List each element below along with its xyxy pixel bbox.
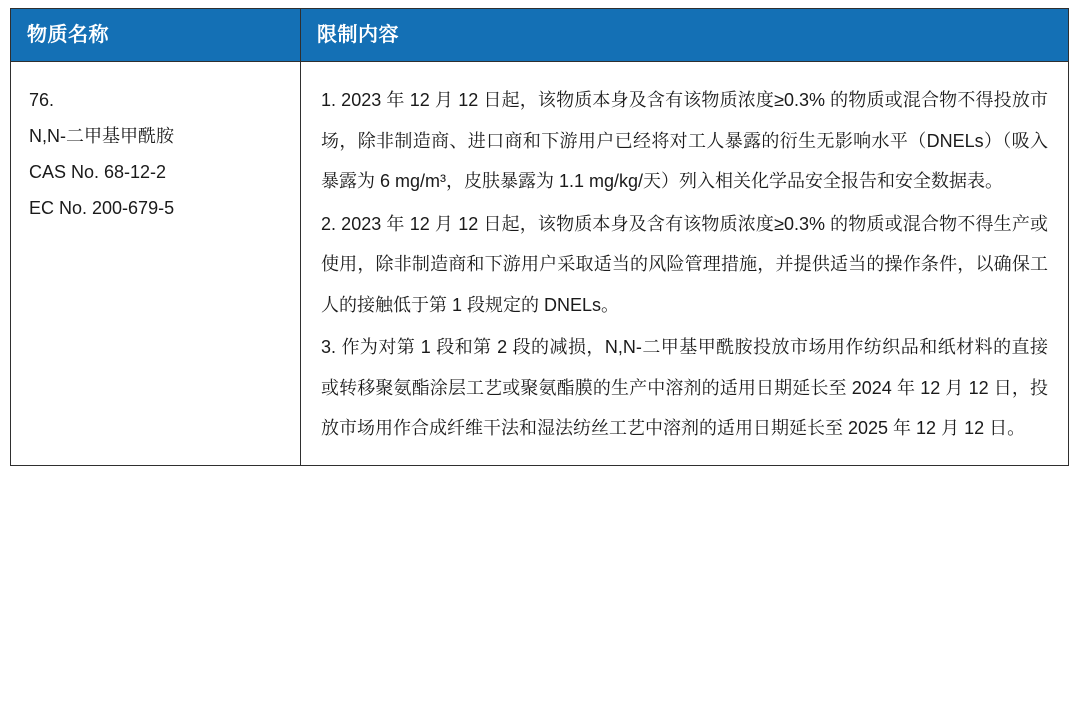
restriction-content-cell	[301, 62, 1069, 466]
table-body	[11, 62, 1069, 466]
restriction-paragraph-3: 3. 作为对第 1 段和第 2 段的减损，N,N-二甲基甲酰胺投放市场用作纺织品和纸材料的直接或转移聚氨酯涂层工艺或聚氨酯膜的生产中溶剂的适用日期延长至 2024 年 12 月 12 日，投放市场用作合成纤维干法和湿法纺丝工艺中溶剂的适用日期延长至 2025 年 12 月 12 日。	[321, 337, 1048, 438]
substance-cas-number: CAS No. 68-12-2	[29, 162, 167, 182]
substance-name-cell	[11, 62, 301, 466]
substance-entry-number: 76.	[29, 90, 55, 110]
substance-chemical-name: N,N-二甲基甲酰胺	[29, 126, 174, 146]
column-header-restriction-content: 限制内容	[301, 9, 1069, 62]
restriction-table	[10, 8, 1069, 466]
restriction-paragraph-1: 1. 2023 年 12 月 12 日起，该物质本身及含有该物质浓度≥0.3% 的物质或混合物不得投放市场，除非制造商、进口商和下游用户已经将对工人暴露的衍生无影响水平（DNELs）（吸入暴露为 6 mg/m³，皮肤暴露为 1.1 mg/kg/天）列入相关化学品安全报告和安全数据表。	[321, 90, 1048, 191]
table-row	[11, 62, 1069, 466]
column-header-substance-name: 物质名称	[11, 9, 301, 62]
substance-ec-number: EC No. 200-679-5	[29, 198, 175, 218]
table-header	[11, 9, 1069, 62]
restriction-paragraph-2: 2. 2023 年 12 月 12 日起，该物质本身及含有该物质浓度≥0.3% 的物质或混合物不得生产或使用，除非制造商和下游用户采取适当的风险管理措施，并提供适当的操作条件，以确保工人的接触低于第 1 段规定的 DNELs。	[321, 213, 1048, 315]
table-header-row	[11, 9, 1069, 62]
